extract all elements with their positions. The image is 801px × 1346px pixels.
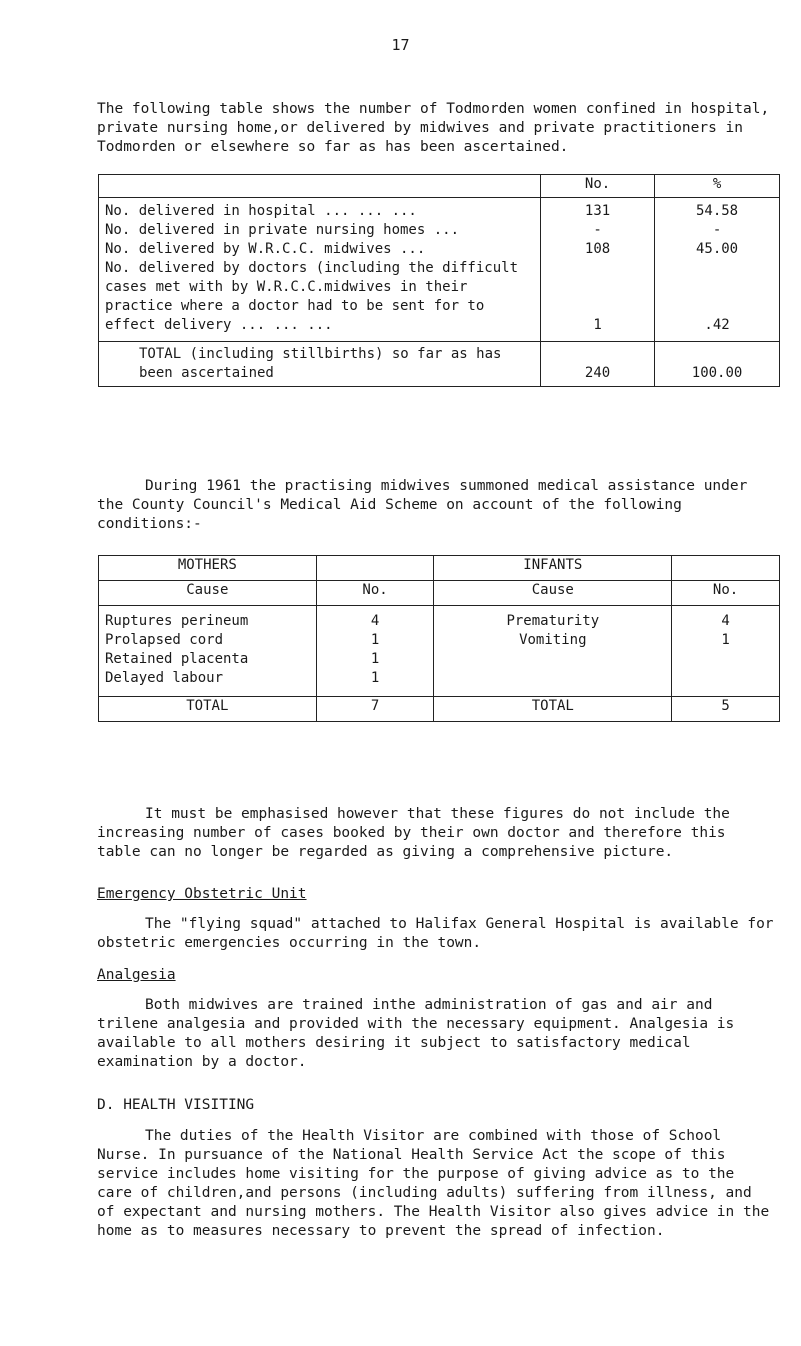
page-number: 17 xyxy=(391,36,410,54)
delivery-no: 1 xyxy=(593,317,602,333)
emergency-heading: Emergency Obstetric Unit xyxy=(97,886,307,902)
delivery-pct: .42 xyxy=(704,317,730,333)
total-pct: 100.00 xyxy=(655,342,780,387)
mother-no: 4 xyxy=(370,613,380,629)
mother-cause: Retained placenta xyxy=(105,651,249,667)
delivery-label: No. delivered by doctors (including the difficult cases met with by W.R.C.C.midwives in their practice where a doctor had to be sent for to effect delivery ... ... ... xyxy=(105,260,519,333)
analgesia-heading: Analgesia xyxy=(97,967,176,983)
emergency-paragraph: The "flying squad" attached to Halifax General Hospital is available for obstetric emergencies occurring in the town. xyxy=(97,916,774,951)
mothers-no-cell xyxy=(316,606,434,697)
mother-no: 1 xyxy=(370,651,380,667)
delivery-label: No. delivered in hospital ... ... ... xyxy=(105,203,417,219)
infant-no: 4 xyxy=(721,613,730,629)
table-body-row xyxy=(99,198,780,342)
delivery-label: No. delivered by W.R.C.C. midwives ... xyxy=(105,241,426,257)
table-total-row xyxy=(99,342,780,387)
infants-no-cell xyxy=(672,606,780,697)
deliveries-table xyxy=(98,174,780,387)
emphasis-paragraph: It must be emphasised however that these figures do not include the increasing number of cases booked by their own doctor and therefore this table can no longer be regarded as giving a comprehensive picture. xyxy=(97,806,730,860)
mothers-total-label: TOTAL xyxy=(99,697,317,722)
mother-no: 1 xyxy=(370,670,380,686)
conditions-table xyxy=(98,555,780,722)
midwives-paragraph: During 1961 the practising midwives summoned medical assistance under the County Council's Medical Aid Scheme on account of the following conditions:- xyxy=(97,478,748,532)
mothers-header: MOTHERS xyxy=(99,556,317,581)
intro-paragraph: The following table shows the number of Todmorden women confined in hospital, private nursing home,or delivered by midwives and private practitioners in Todmorden or elsewhere so far as has been ascertained. xyxy=(97,101,770,155)
total-no: 240 xyxy=(540,342,654,387)
infants-cause-header: Cause xyxy=(434,581,672,606)
infant-no: 1 xyxy=(721,632,730,648)
delivery-labels-cell xyxy=(99,198,541,342)
header-no: No. xyxy=(540,175,654,198)
blank-cell xyxy=(316,556,434,581)
infants-header: INFANTS xyxy=(434,556,672,581)
conditions-header-row xyxy=(99,581,780,606)
delivery-pct-cell xyxy=(655,198,780,342)
delivery-no: 108 xyxy=(584,241,611,257)
header-percent: % xyxy=(655,175,780,198)
health-visiting-heading: D. HEALTH VISITING xyxy=(97,1097,255,1113)
mothers-causes-cell xyxy=(99,606,317,697)
infant-cause: Prematurity xyxy=(506,613,600,629)
delivery-no: - xyxy=(593,222,602,238)
total-label: TOTAL (including stillbirths) so far as has been ascertained xyxy=(99,342,541,387)
conditions-total-row xyxy=(99,697,780,722)
analgesia-paragraph: Both midwives are trained inthe administration of gas and air and trilene analgesia and provided with the necessary equipment. Analgesia is available to all mothers desiring it subject to satisfactory medical examination by a doctor. xyxy=(97,997,735,1070)
delivery-pct: 54.58 xyxy=(695,203,739,219)
infants-total-label: TOTAL xyxy=(434,697,672,722)
mothers-total: 7 xyxy=(316,697,434,722)
infants-total: 5 xyxy=(672,697,780,722)
table-header-row xyxy=(99,175,780,198)
mother-cause: Prolapsed cord xyxy=(105,632,224,648)
conditions-body-row xyxy=(99,606,780,697)
mother-no: 1 xyxy=(370,632,380,648)
infants-no-header: No. xyxy=(672,581,780,606)
mothers-no-header: No. xyxy=(316,581,434,606)
mother-cause: Ruptures perineum xyxy=(105,613,249,629)
conditions-group-row xyxy=(99,556,780,581)
blank-cell xyxy=(672,556,780,581)
delivery-pct: 45.00 xyxy=(695,241,739,257)
header-blank-cell xyxy=(99,175,541,198)
infant-cause: Vomiting xyxy=(519,632,587,648)
delivery-pct: - xyxy=(712,222,722,238)
delivery-label: No. delivered in private nursing homes ... xyxy=(105,222,460,238)
mother-cause: Delayed labour xyxy=(105,670,224,686)
delivery-no-cell xyxy=(540,198,654,342)
delivery-no: 131 xyxy=(584,203,611,219)
mothers-cause-header: Cause xyxy=(99,581,317,606)
health-visiting-paragraph: The duties of the Health Visitor are combined with those of School Nurse. In pursuance of the National Health Service Act the scope of this service includes home visiting for the purpose of giving advice as to the care of children,and persons (including adults) suffering from illness, and of expectant and nursing mothers. The Health Visitor also gives advice in the home as to measures necessary to prevent the spread of infection. xyxy=(97,1128,770,1239)
infants-causes-cell xyxy=(434,606,672,697)
